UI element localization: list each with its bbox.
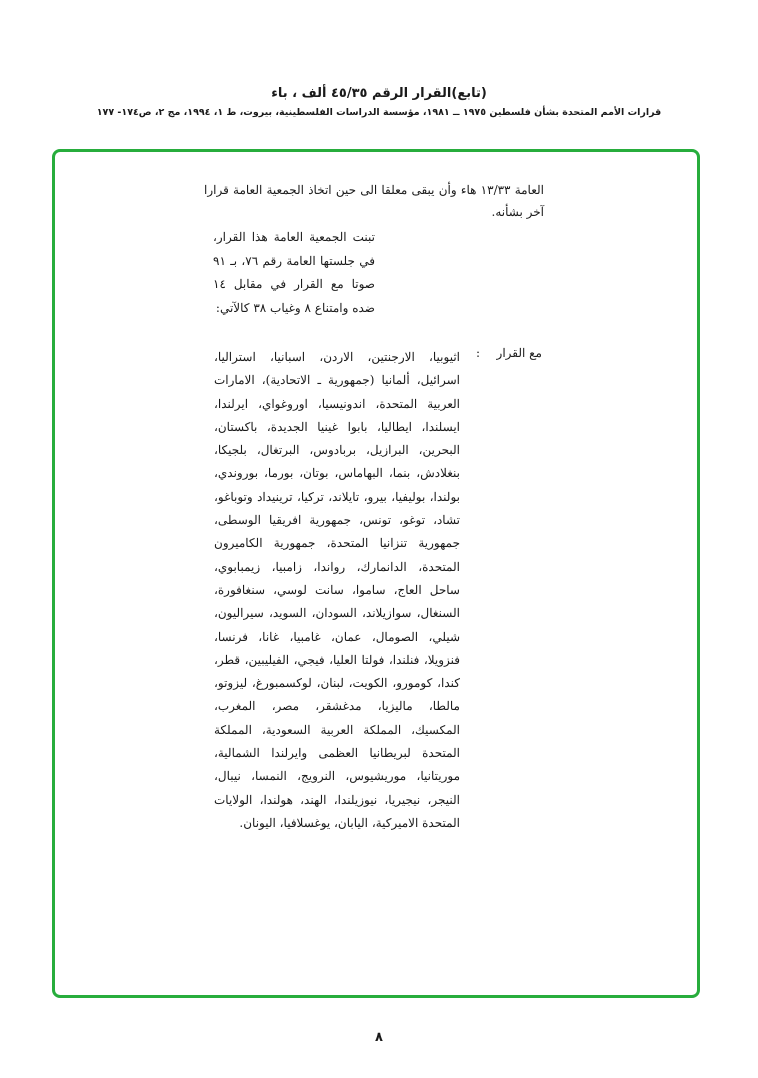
in-favour-countries-list: اثيوبيا، الارجنتين، الاردن، اسبانيا، استراليا، اسرائيل، ألمانيا (جمهورية ـ الاتحادية)، الامارات العربية المتحدة، اندونيسيا، اوروغواي، ايرلندا، ايسلندا، ايطاليا، بابوا غينيا الجديدة، باكستان، البحرين، البرازيل، بربادوس، البرتغال، بلجيكا، بنغلادش، بنما، البهاماس، بوتان، بورما، بوروندي، بولندا، بوليفيا، بيرو، تايلاند، تركيا، ترينيداد وتوباغو، تشاد، توغو، تونس، جمهورية افريقيا الوسطى، جمهورية تنزانيا المتحدة، جمهورية الكاميرون المتحدة، الدانمارك، رواندا، زامبيا، زيمبابوي، ساحل العاج، ساموا، سانت لوسي، سنغافورة، السنغال، سوازيلاند، السودان، السويد، سيراليون، شيلي، الصومال، عمان، غامبيا، غانا، فرنسا، فنزويلا، فنلندا، فولتا العليا، فيجي، الفيليبين، قطر، كندا، كومورو، الكويت، لبنان، لوكسمبورغ، ليزوتو، مالطا، ماليزيا، مدغشقر، مصر، المغرب، المكسيك، المملكة العربية السعودية، المملكة المتحدة لبريطانيا العظمى وايرلندا الشمالية، موريتانيا، موريشيوس، النرويج، النمسا، نيبال، النيجر، نيجيريا، نيوزيلندا، الهند، هولندا، الولايات المتحدة الاميركية، اليابان، يوغسلافيا، اليونان. [214,350,460,830]
in-favour-label: مع القرار [496,346,542,360]
label-colon: : [476,346,481,360]
page-number: ٨ [375,1030,383,1045]
vote-summary-paragraph: تبنت الجمعية العامة هذا القرار، في جلستها العامة رقم ٧٦، بـ ٩١ صوتا مع القرار في مقابل ١٤ ضده وامتناع ٨ وغياب ٣٨ كالآتي: [213,230,375,315]
intro-paragraph: العامة ١٣/٣٣ هاء وأن يبقى معلقا الى حين اتخاذ الجمعية العامة قرارا آخر بشأنه. [204,183,544,219]
page-title: (تابع)القرار الرقم ٤٥/٣٥ ألف ، باء [271,86,487,101]
source-citation: قرارات الأمم المتحدة بشأن فلسطين ١٩٧٥ ــ ١٩٨١، مؤسسة الدراسات الفلسطينية، بيروت، ط ١، ١٩٩٤، مج ٢، ص١٧٤- ١٧٧ [96,107,662,118]
